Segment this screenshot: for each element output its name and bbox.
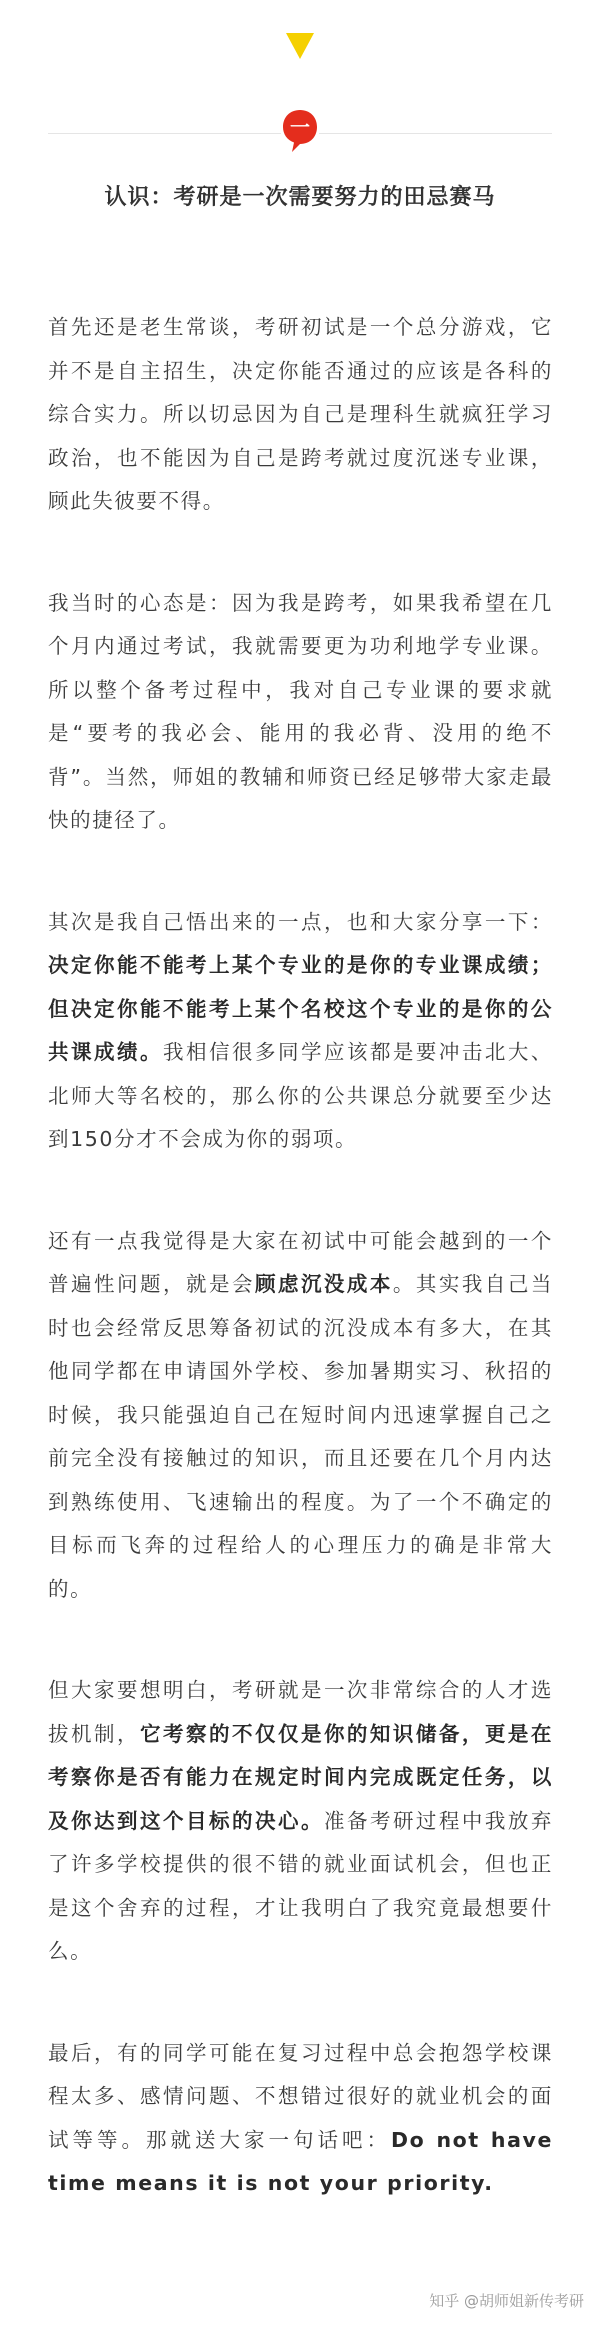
emphasis-text: 它考察的不仅仅是你的知识储备，更是在考察你是否有能力在规定时间内完成既定任务，以及你达到这个目标的决心。 xyxy=(48,1721,553,1833)
paragraph xyxy=(48,2032,553,2206)
emphasis-text: 决定你能不能考上某个专业的是你的专业课成绩；但决定你能不能考上某个名校这个专业的是你的公共课成绩。 xyxy=(48,953,553,1064)
watermark: 知乎 @胡师姐新传考研 xyxy=(429,2292,584,2310)
emphasis-text: 顾虑沉没成本 xyxy=(254,1272,393,1296)
body-text: 其次是我自己悟出来的一点，也和大家分享一下： xyxy=(48,909,553,934)
paragraph xyxy=(48,901,553,1162)
emphasis-text: Do not have time means it is not your priority. xyxy=(48,2127,553,2195)
body-text: 我当时的心态是：因为我是跨考，如果我希望在几个月内通过考试，我就需要更为功利地学专业课。所以整个备考过程中，我对自己专业课的要求就是“要考的我必会、能用的我必背、没用的绝不背”。当然，师姐的教辅和师资已经足够带大家走最快的捷径了。 xyxy=(48,590,553,832)
body-text: 还有一点我觉得是大家在初试中可能会越到的一个普遍性问题，就是会 xyxy=(48,1228,553,1296)
body-text: 但大家要想明白，考研就是一次非常综合的人才选拔机制， xyxy=(48,1678,553,1746)
body-text: 准备考研过程中我放弃了许多学校提供的很不错的就业面试机会，但也正是这个舍弃的过程，才让我明白了我究竟最想要什么。 xyxy=(48,1808,554,1963)
article-body xyxy=(48,306,553,2264)
body-text: 最后，有的同学可能在复习过程中总会抱怨学校课程太多、感情问题、不想错过很好的就业机会的面试等等。那就送大家一句话吧： xyxy=(48,2040,553,2152)
body-text: 首先还是老生常谈，考研初试是一个总分游戏，它并不是自主招生，决定你能否通过的应该是各科的综合实力。所以切忌因为自己是理科生就疯狂学习政治，也不能因为自己是跨考就过度沉迷专业课，顾此失彼要不得。 xyxy=(48,315,553,513)
paragraph xyxy=(48,306,553,524)
section-title: 认识：考研是一次需要努力的田忌赛马 xyxy=(104,185,496,210)
badge-number: 一 xyxy=(290,115,310,139)
paragraph xyxy=(48,1220,553,1612)
paragraph xyxy=(48,582,553,843)
triangle-shape xyxy=(286,33,314,59)
down-triangle-icon xyxy=(286,33,314,61)
paragraph xyxy=(48,1669,553,1974)
body-text: 我相信很多同学应该都是要冲击北大、北师大等名校的，那么你的公共课总分就要至少达到150分才不会成为你的弱项。 xyxy=(48,1040,554,1151)
section-number-badge xyxy=(281,108,319,154)
body-text: 。其实我自己当时也会经常反思筹备初试的沉没成本有多大，在其他同学都在申请国外学校、参加暑期实习、秋招的时候，我只能强迫自己在短时间内迅速掌握自己之前完全没有接触过的知识，而且还要在几个月内达到熟练使用、飞速输出的程度。为了一个不确定的目标而飞奔的过程给人的心理压力的确是非常大的。 xyxy=(48,1272,553,1601)
